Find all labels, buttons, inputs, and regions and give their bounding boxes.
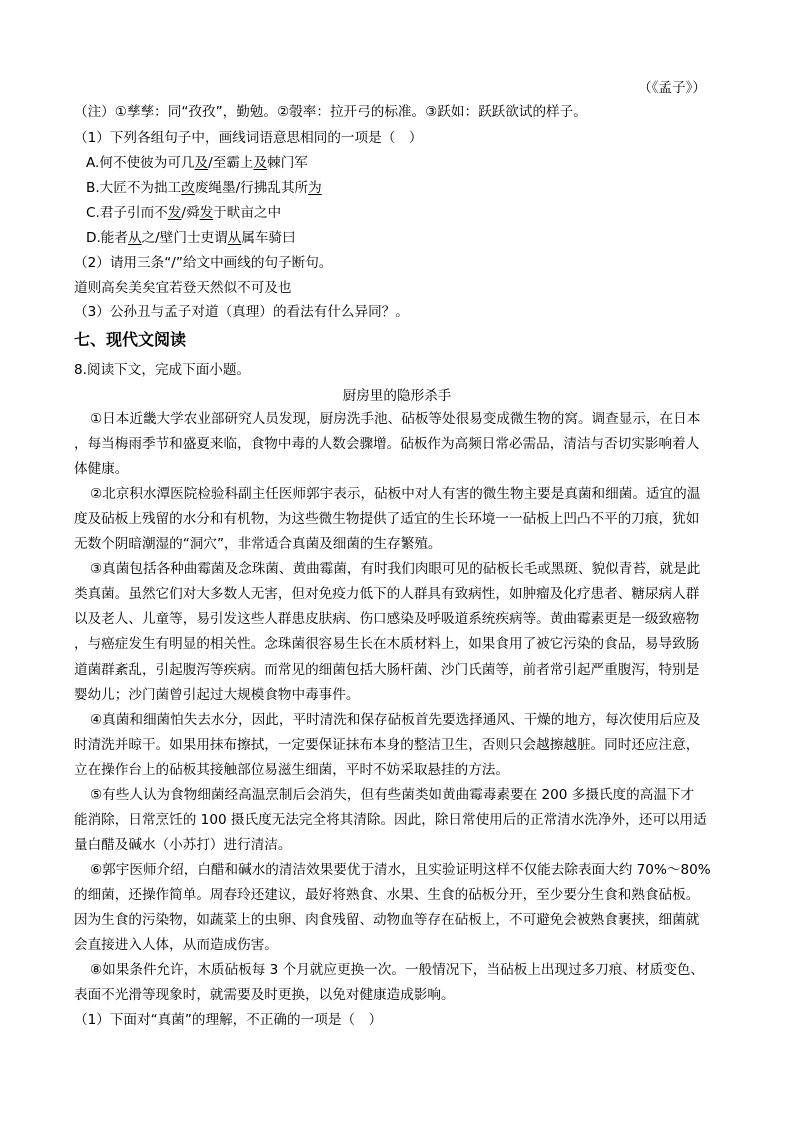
article-line: 无数个阴暗潮湿的“洞穴”，非常适合真菌及细菌的生存繁殖。	[74, 536, 442, 553]
article-line: ④真菌和细菌怕失去水分，因此，平时清洗和保存砧板首先要选择通风、干燥的地方，每次使用后应及	[90, 711, 701, 728]
question-1-stem: （1）下列各组句子中，画线词语意思相同的一项是（ ）	[74, 130, 423, 146]
article-line: ②北京积水潭医院检验科副主任医师郭宇表示，砧板中对人有害的微生物主要是真菌和细菌。适宜的温	[90, 486, 701, 503]
article-line: 体健康。	[74, 461, 129, 478]
question-8-intro: 8.阅读下文，完成下面小题。	[74, 362, 251, 378]
article-line: 立在操作台上的砧板其接触部位易滋生细菌，平时不妨采取悬挂的方法。	[74, 761, 509, 778]
option-a: A.何不使彼为可几及/至霸上及棘门军	[86, 155, 308, 171]
article-line: ③真菌包括各种曲霉菌及念珠菌、黄曲霉菌，有时我们肉眼可见的砧板长毛或黑斑、貌似青苔，就是此	[90, 561, 701, 578]
section-heading: 七、现代文阅读	[74, 330, 187, 349]
option-d: D.能者从之/壁门士吏谓从属车骑曰	[86, 230, 296, 246]
article-line: 能消除，日常烹饪的 100 摄氏度无法完全将其清除。因此，除日常使用后的正常清水洗净外，还可以用适	[74, 811, 707, 828]
article-line: 类真菌。虽然它们对大多数人无害，但对免疫力低下的人群具有致病性，如肿瘤及化疗患者、糖尿病人群	[74, 586, 700, 603]
article-line: 婴幼儿；沙门菌曾引起过大规模食物中毒事件。	[74, 686, 360, 703]
option-c: C.君子引而不发/舜发于畎亩之中	[86, 205, 282, 221]
article-line: 会直接进入人体，从而造成伤害。	[74, 937, 278, 954]
option-b: B.大匠不为拙工改废绳墨/行拂乱其所为	[86, 180, 322, 196]
article-line: 度及砧板上残留的水分和有机物，为这些微生物提供了适宜的生长环境一一砧板上凹凸不平的刀痕，犹如	[74, 511, 700, 528]
annotation-note: （注）①孳孳：同“孜孜”，勤勉。②彀率：拉开弓的标准。③跃如：跃跃欲试的样子。	[74, 104, 587, 120]
article-line: 因为生食的污染物，如蔬菜上的虫卵、肉食残留、动物血等存在砧板上，不可避免会被熟食裹挟，细菌就	[74, 912, 700, 928]
article-line: ，与癌症发生有明显的相关性。念珠菌很容易生长在木质材料上，如果食用了被它污染的食品，易导致肠	[74, 636, 700, 653]
article-line: ⑧如果条件允许，木质砧板每 3 个月就应更换一次。一般情况下，当砧板上出现过多刀痕、材质变色、	[90, 962, 705, 979]
article-line: 表面不光滑等现象时，就需要及时更换，以免对健康造成影响。	[74, 987, 455, 1004]
article-line: ⑤有些人认为食物细菌经高温烹制后会消失，但有些菌类如黄曲霉毒素要在 200 多摄氏度的高温下才	[90, 786, 695, 803]
article-line: ①日本近畿大学农业部研究人员发现，厨房洗手池、砧板等处很易变成微生物的窝。调查显示，在日本	[90, 411, 701, 427]
question-3-stem: （3）公孙丑与孟子对道（真理）的看法有什么异同？。	[74, 304, 409, 320]
article-line: ，每当梅雨季节和盛夏来临，食物中毒的人数会骤增。砧板作为高频日常必需品，清洁与否切实影响着人	[74, 436, 700, 453]
article-line: 道菌群紊乱，引起腹泻等疾病。而常见的细菌包括大肠杆菌、沙门氏菌等，前者常引起严重腹泻，特别是	[74, 661, 700, 678]
question-last-stem: （1）下面对“真菌”的理解，不正确的一项是（ ）	[74, 1012, 383, 1028]
question-2-stem: （2）请用三条“/”给文中画线的句子断句。	[74, 255, 333, 271]
article-line: 量白醋及碱水（小苏打）进行清洁。	[74, 836, 292, 853]
question-2-sentence: 道则高矣美矣宜若登天然似不可及也	[74, 280, 292, 296]
article-line: 的细菌，还操作简单。周春玲还建议，最好将熟食、水果、生食的砧板分开，至少要分生食和熟食砧板。	[74, 886, 700, 903]
article-line: 以及老人、儿童等，易引发这些人群患皮肤病、伤口感染及呼吸道系统疾病等。黄曲霉素更是一级致癌物	[74, 611, 700, 628]
source-citation: （《孟子》）	[638, 80, 706, 96]
article-title: 厨房里的隐形杀手	[342, 388, 452, 404]
article-line: 时清洗并晾干。如果用抹布擦拭，一定要保证抹布本身的整洁卫生，否则只会越擦越脏。同时还应注意，	[74, 736, 700, 753]
article-line: ⑥郭宇医师介绍，白醋和碱水的清洁效果要优于清水，且实验证明这样不仅能去除表面大约 70%～80%	[90, 861, 711, 878]
